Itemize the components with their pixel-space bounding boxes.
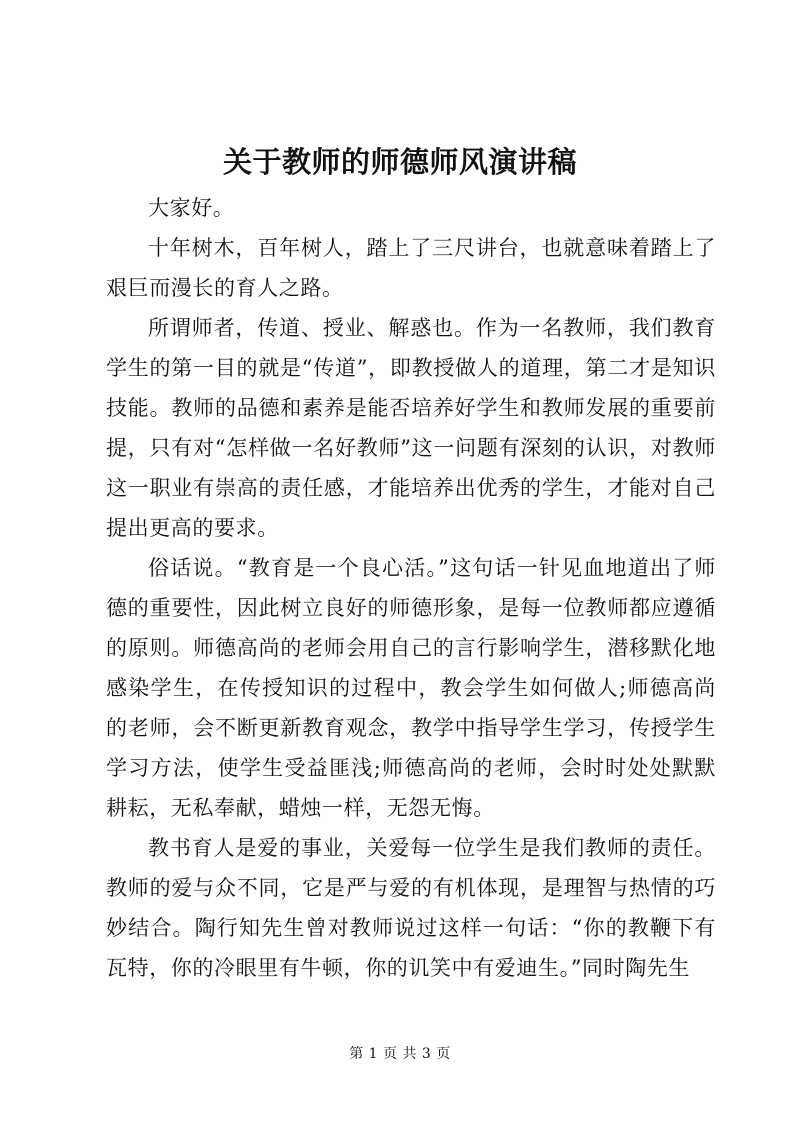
paragraph-4: 教书育人是爱的事业，关爱每一位学生是我们教师的责任。教师的爱与众不同，它是严与爱的有机体现，是理智与热情的巧妙结合。陶行知先生曾对教师说过这样一句话：“你的教鞭下有瓦特，你的冷眼里有牛顿，你的讥笑中有爱迪生。”同时陶先生 bbox=[106, 836, 716, 980]
paragraph-1: 十年树木，百年树人，踏上了三尺讲台，也就意味着踏上了艰巨而漫长的育人之路。 bbox=[106, 236, 716, 300]
paragraph-3: 俗话说。“教育是一个良心活。”这句话一针见血地道出了师德的重要性，因此树立良好的师德形象，是每一位教师都应遵循的原则。师德高尚的老师会用自己的言行影响学生，潜移默化地感染学生，在传授知识的过程中，教会学生如何做人;师德高尚的老师，会不断更新教育观念，教学中指导学生学习，传授学生学习方法，使学生受益匪浅;师德高尚的老师，会时时处处默默耕耘，无私奉献，蜡烛一样，无怨无悔。 bbox=[106, 556, 716, 820]
paragraph-greeting: 大家好。 bbox=[148, 196, 235, 220]
page-number-footer: 第 1 页 共 3 页 bbox=[349, 1046, 451, 1062]
document-body bbox=[106, 188, 716, 988]
paragraph-2: 所谓师者，传道、授业、解惑也。作为一名教师，我们教育学生的第一目的就是“传道”，即教授做人的道理，第二才是知识技能。教师的品德和素养是能否培养好学生和教师发展的重要前提，只有对“怎样做一名好教师”这一问题有深刻的认识，对教师这一职业有崇高的责任感，才能培养出优秀的学生，才能对自己提出更高的要求。 bbox=[106, 316, 716, 540]
page-title: 关于教师的师德师风演讲稿 bbox=[222, 145, 577, 179]
